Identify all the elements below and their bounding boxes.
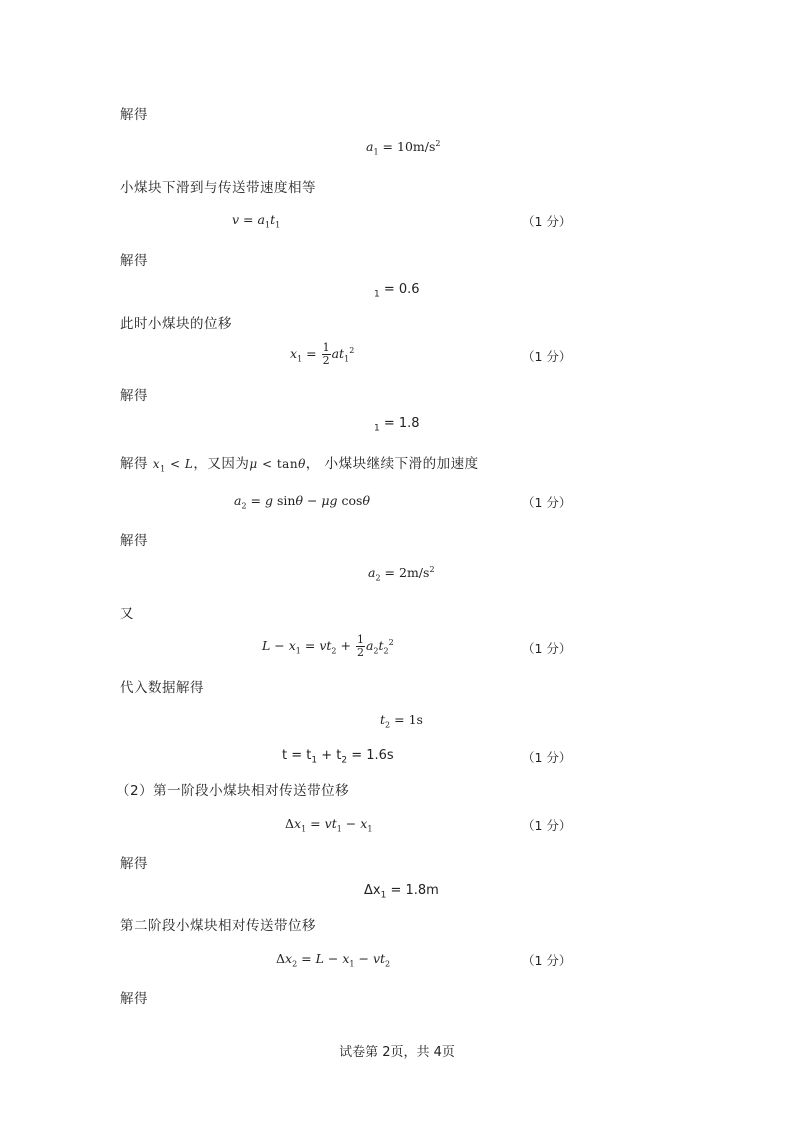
text-line: 解得 (120, 388, 148, 404)
equation-a1: $a_1 = 10m/s^2$ (366, 139, 441, 157)
equation-a2-result: $a_2 = 2m/s^2$ (368, 565, 435, 583)
score-mark: （1 分） (522, 495, 572, 510)
equation-a2: $a_2 = g$ sinθ − μg cosθ (234, 493, 370, 511)
score-mark: （1 分） (522, 750, 572, 765)
equation-dx2: $\Delta x_2 = L - x_1 - vt_2$ (276, 951, 391, 969)
score-mark: （1 分） (522, 214, 572, 229)
a1-value: 10m/s (397, 139, 436, 155)
text-line: 解得 (120, 253, 148, 269)
equation-total-time: $t = t_1 + t_2 = 1.6s$ (282, 748, 394, 766)
text-line: 代入数据解得 (120, 680, 204, 696)
text-line: 解得 (120, 856, 148, 872)
text-line: 又 (120, 606, 134, 622)
score-mark: （1 分） (522, 349, 572, 364)
score-mark: （1 分） (522, 953, 572, 968)
equation-dx1: $\Delta x_1 = vt_1 - x_1$ (285, 816, 373, 834)
text-line: 第二阶段小煤块相对传送带位移 (120, 918, 316, 934)
a2-value: 2m/s (399, 565, 430, 581)
equation-v: $v = a_1t_1$ (232, 212, 281, 230)
equation-x1-result: $_1$ = 1.8 (374, 416, 420, 434)
text-line: 解得 (120, 107, 148, 123)
equation-t2: $t_2 = 1s$ (380, 712, 423, 730)
equation-displacement: $L - x_1 = vt_2$ + $\frac{1}{2}$ $a_2t_2^2$ (262, 633, 394, 659)
text-line-part2: （2）第一阶段小煤块相对传送带位移 (116, 783, 350, 799)
text-line: 解得 (120, 533, 148, 549)
score-mark: （1 分） (522, 641, 572, 656)
page-footer: 试卷第 2页，共 4页 (339, 1045, 455, 1060)
equation-dx1-result: $\Delta x_1 = 1.8m$ (364, 883, 439, 901)
text-line: 此时小煤块的位移 (120, 316, 232, 332)
equation-t1-result: $_1$ = 0.6 (374, 282, 420, 300)
equation-x1: $x_1$ = $\frac{1}{2}$ $at_1^2$ (290, 341, 355, 367)
text-line: 解得 (120, 991, 148, 1007)
score-mark: （1 分） (522, 818, 572, 833)
t2-value: 1s (408, 712, 423, 727)
x1-value: = 1.8 (383, 416, 420, 431)
text-line: 小煤块下滑到与传送带速度相等 (120, 180, 316, 196)
t1-value: = 0.6 (383, 282, 420, 297)
text-line-condition: 解得 $x_1 < L$，又因为μ < tanθ， 小煤块继续下滑的加速度 (120, 456, 479, 474)
